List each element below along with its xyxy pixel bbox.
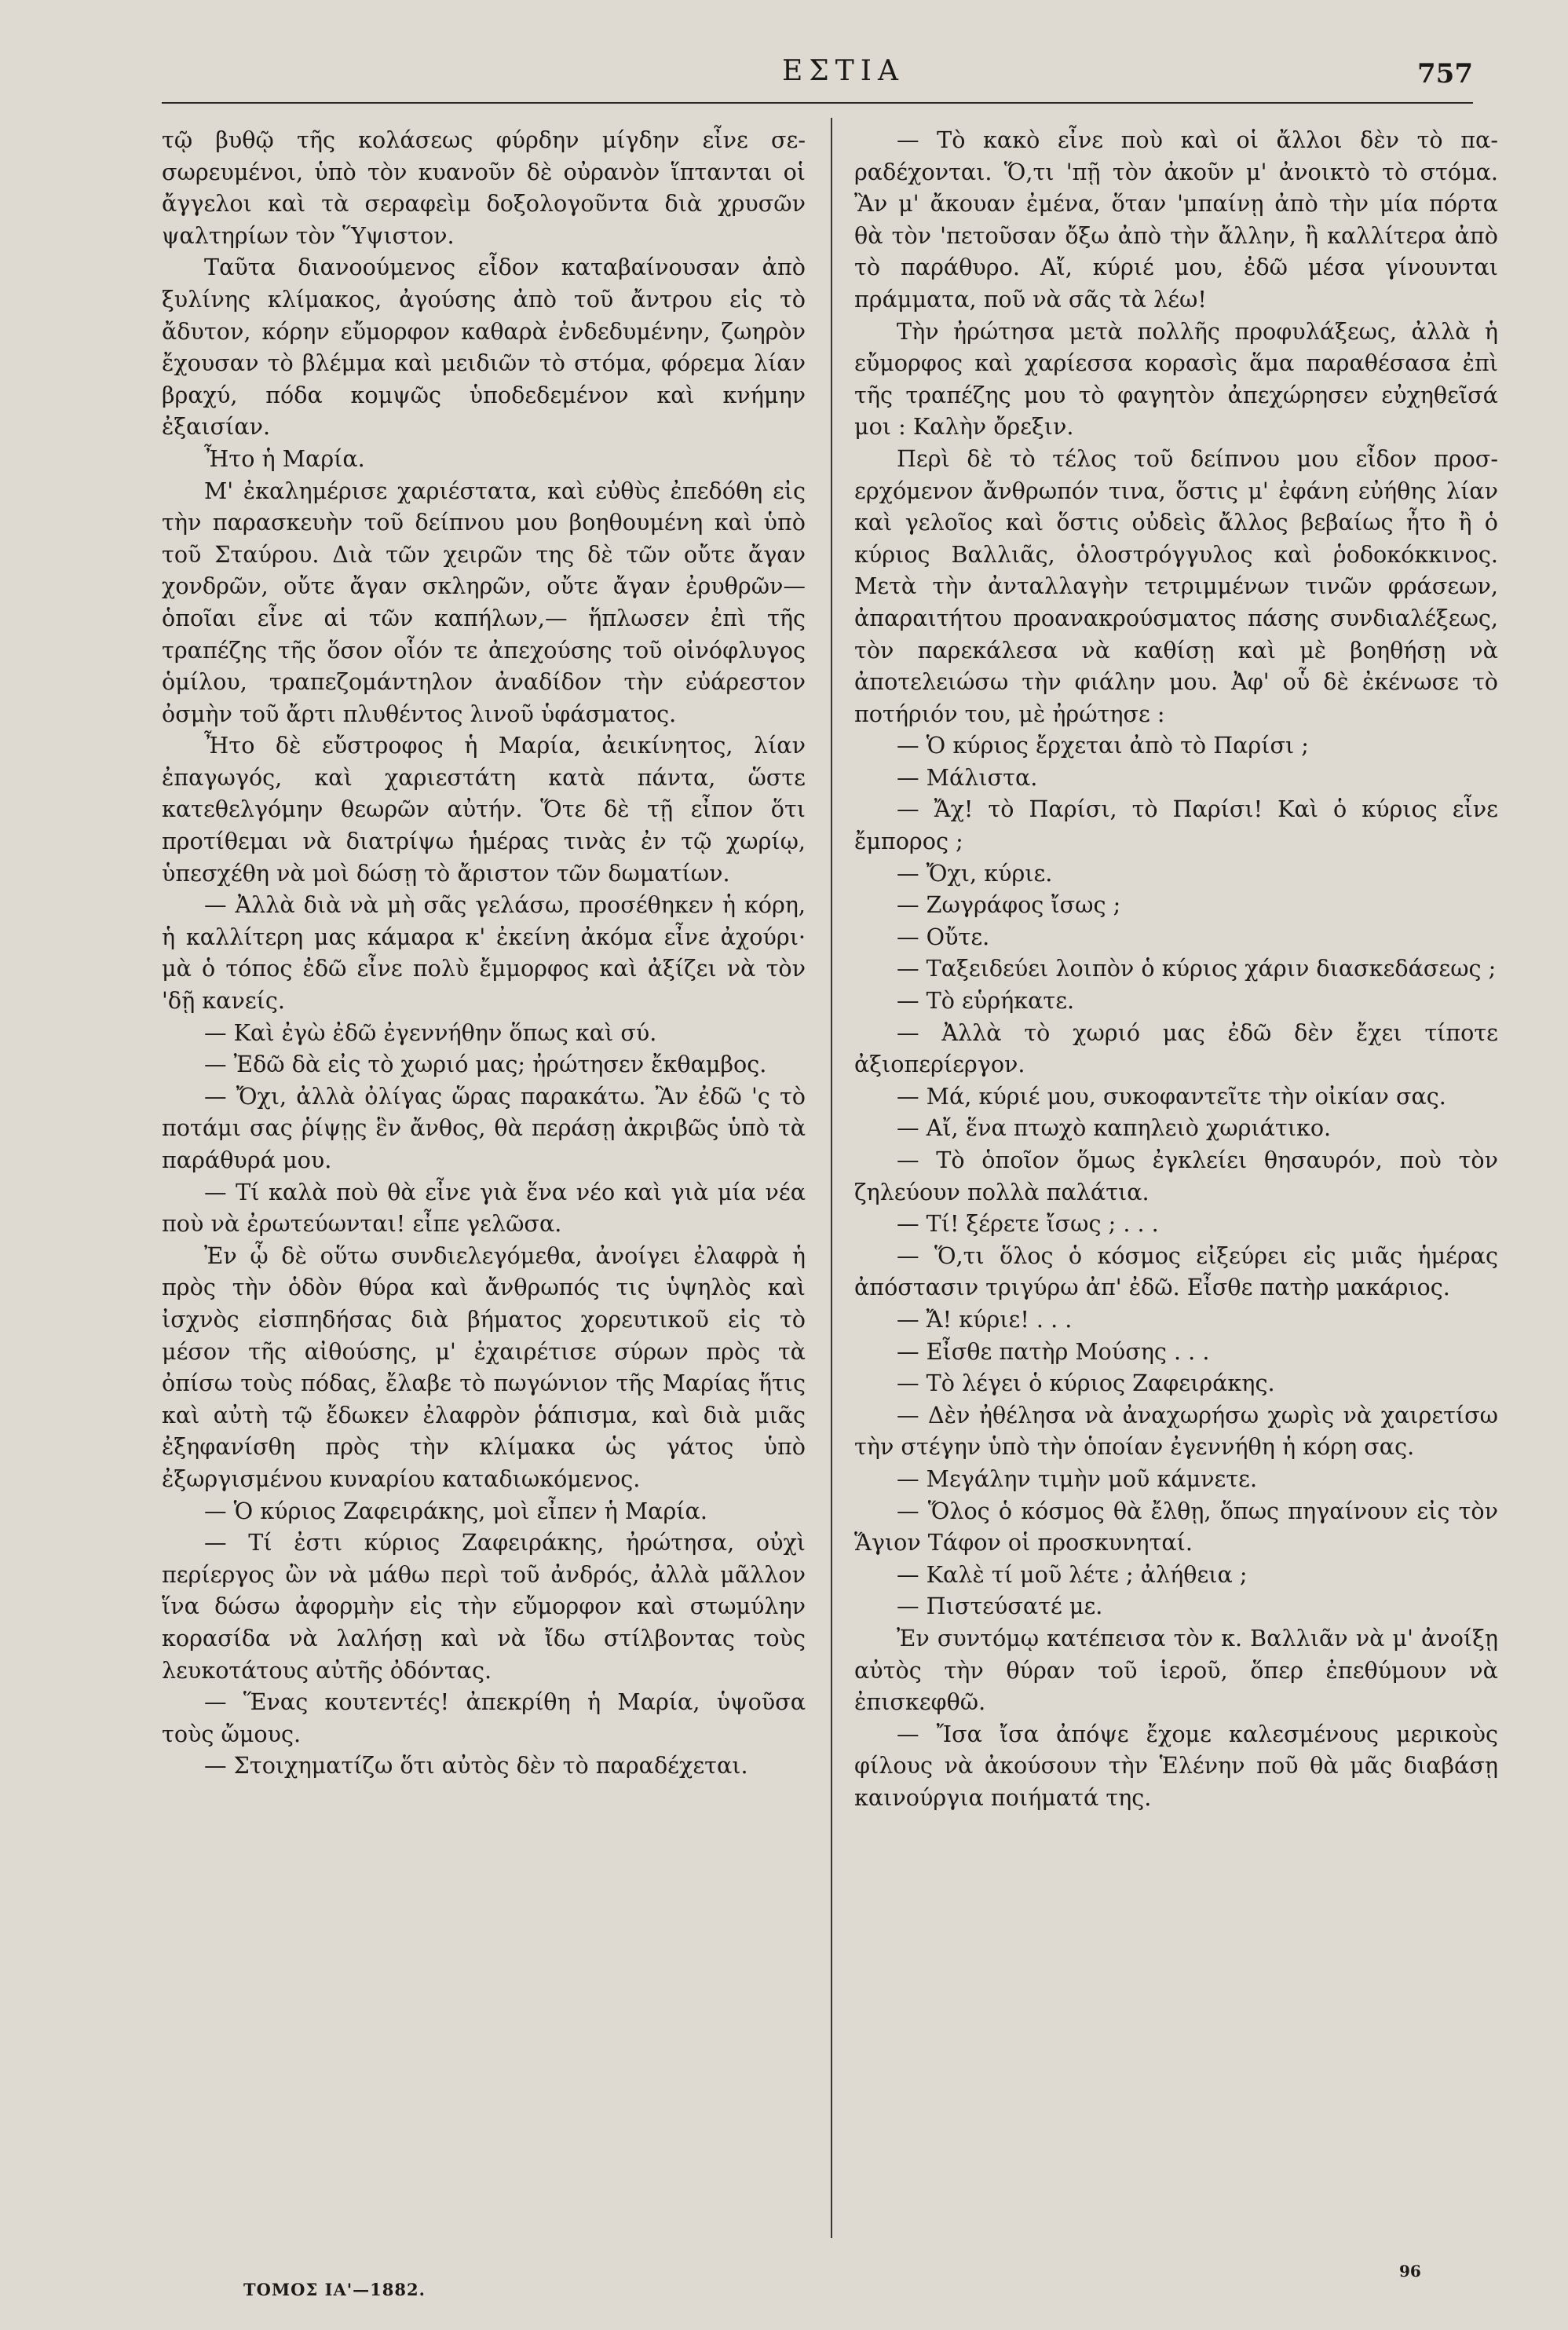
right-column [854,124,1498,1813]
paragraph: — Ζωγράφος ἴσως ; [897,891,1121,919]
paragraph: Ἦτο ἡ Μαρία. [204,444,365,472]
paragraph: — Μάλιστα. [897,763,1038,791]
paragraph: — Τί καλὰ ποὺ θὰ εἶνε γιὰ ἕνα νέο καὶ γιὰ μία νέα ποὺ νὰ ἐρωτεύωνται! εἶπε γελῶσα. [162,1178,806,1238]
paragraph: Τὴν ἠρώτησα μετὰ πολλῆς προφυλάξεως, ἀλλὰ ἡ εὔμορφος καὶ χαρίεσσα κορασὶς ἅμα παραθέσασα ἐπὶ τῆς τραπέζης μου τὸ φαγητὸν ἀπεχώρησεν εὐχηθεῖσά μοι : Καλὴν ὄρεξιν. [854,317,1498,441]
paragraph: — Ὄχι, ἀλλὰ ὀλίγας ὥρας παρακάτω. Ἂν ἐδῶ 'ς τὸ ποτάμι σας ῥίψῃς ἓν ἄνθος, θὰ περάσῃ ἀκριβῶς ὑπὸ τὰ παράθυρά μου. [162,1082,806,1173]
paragraph: — Οὔτε. [897,923,990,950]
paragraph: — Στοιχηματίζω ὅτι αὐτὸς δὲν τὸ παραδέχεται. [204,1752,748,1780]
paragraph: Ταῦτα διανοούμενος εἶδον καταβαίνουσαν ἀπὸ ξυλίνης κλίμακος, ἀγούσης ἀπὸ τοῦ ἄντρου εἰς τὸ ἄδυτον, κόρην εὔμορφον καθαρὰ ἐνδεδυμένην, ζωηρὸν ἔχουσαν τὸ βλέμμα καὶ μειδιῶν τὸ στόμα, φόρεμα λίαν βραχύ, πόδα κομψῶς ὑποδεδεμένον καὶ κνήμην ἐξαισίαν. [162,254,806,441]
paragraph: — Ὁ κύριος ἔρχεται ἀπὸ τὸ Παρίσι ; [897,732,1309,759]
volume-footer: ΤΟΜΟΣ ΙΑ'—1882. [243,2280,426,2299]
paragraph: — Ταξειδεύει λοιπὸν ὁ κύριος χάριν διασκεδάσεως ; [897,955,1497,982]
paragraph: — Δὲν ἠθέλησα νὰ ἀναχωρήσω χωρὶς νὰ χαιρετίσω τὴν στέγην ὑπὸ τὴν ὁποίαν ἐγεννήθη ἡ κόρη σας. [854,1401,1498,1461]
paragraph: — Ὅλος ὁ κόσμος θὰ ἔλθῃ, ὅπως πηγαίνουν εἰς τὸν Ἅγιον Τάφον οἱ προσκυνηταί. [854,1497,1498,1556]
paragraph: — Πιστεύσατέ με. [897,1593,1103,1620]
paragraph: — Ἀλλὰ τὸ χωριό μας ἐδῶ δὲν ἔχει τίποτε ἀξιοπερίεργον. [854,1019,1498,1078]
paragraph: — Τί! ξέρετε ἴσως ; . . . [897,1210,1159,1238]
paragraph: τῷ βυθῷ τῆς κολάσεως φύρδην μίγδην εἶνε σεσωρευμένοι, ὑπὸ τὸν κυανοῦν δὲ οὐρανὸν ἵπτανται οἱ ἄγγελοι καὶ τὰ σεραφεὶμ δοξολογοῦντα διὰ χρυσῶν ψαλτηρίων τὸν Ὕψιστον. [162,126,806,249]
left-column [162,124,806,1782]
paragraph: Ἐν συντόμῳ κατέπεισα τὸν κ. Βαλλιᾶν νὰ μ' ἀνοίξῃ αὐτὸς τὴν θύραν τοῦ ἱεροῦ, ὅπερ ἐπεθύμουν νὰ ἐπισκεφθῶ. [854,1624,1498,1716]
paragraph: — Τί ἐστι κύριος Ζαφειράκης, ἠρώτησα, οὐχὶ περίεργος ὢν νὰ μάθω περὶ τοῦ ἀνδρός, ἀλλὰ μᾶλλον ἵνα δώσω ἀφορμὴν εἰς τὴν εὔμορφον καὶ στωμύλην κορασίδα νὰ λαλήσῃ καὶ νὰ ἴδω στίλβοντας τοὺς λευκοτάτους αὐτῆς ὀδόντας. [162,1529,806,1684]
paragraph: Ἐν ᾧ δὲ οὕτω συνδιελεγόμεθα, ἀνοίγει ἐλαφρὰ ἡ πρὸς τὴν ὁδὸν θύρα καὶ ἄνθρωπός τις ὑψηλὸς καὶ ἰσχνὸς εἰσπηδήσας διὰ βήματος χορευτικοῦ εἰς τὸ μέσον τῆς αἰθούσης, μ' ἐχαιρέτισε σύρων πρὸς τὰ ὀπίσω τοὺς πόδας, ἔλαβε τὸ πωγώνιον τῆς Μαρίας ἥτις καὶ αὐτὴ τῷ ἔδωκεν ἐλαφρὸν ῥάπισμα, καὶ διὰ μιᾶς ἐξηφανίσθη πρὸς τὴν κλίμακα ὡς γάτος ὑπὸ ἐξωργισμένου κυναρίου καταδιωκόμενος. [162,1242,806,1492]
paragraph: — Μά, κύριέ μου, συκοφαντεῖτε τὴν οἰκίαν σας. [897,1082,1446,1110]
column-divider [831,118,832,2238]
paragraph: — Τὸ ὁποῖον ὅμως ἐγκλείει θησαυρόν, ποὺ τὸν ζηλεύουν πολλὰ παλάτια. [854,1147,1498,1205]
header-rule [162,102,1473,104]
paragraph: Ἦτο δὲ εὔστροφος ἡ Μαρία, ἀεικίνητος, λίαν ἐπαγωγός, καὶ χαριεστάτη κατὰ πάντα, ὥστε κατεθελγόμην θεωρῶν αὐτήν. Ὅτε δὲ τῇ εἶπον ὅτι προτίθεμαι νὰ διατρίψω ἡμέρας τινὰς ἐν τῷ χωρίῳ, ὑπεσχέθη νὰ μοὶ δώσῃ τὸ ἄριστον τῶν δωματίων. [162,732,806,887]
paragraph: Μ' ἐκαλημέρισε χαριέστατα, καὶ εὐθὺς ἐπεδόθη εἰς τὴν παρασκευὴν τοῦ δείπνου μου βοηθουμένη καὶ ὑπὸ τοῦ Σταύρου. Διὰ τῶν χειρῶν της δὲ τῶν οὔτε ἄγαν χονδρῶν, οὔτε ἄγαν σκληρῶν, οὔτε ἄγαν ἐρυθρῶν—ὁποῖαι εἶνε αἱ τῶν καπήλων,— ἥπλωσεν ἐπὶ τῆς τραπέζης τῆς ὅσον οἷόν τε ἀπεχούσης τοῦ οἰνόφλυγος ὁμίλου, τραπεζομάντηλον ἀναδίδον τὴν εὐάρεστον ὀσμὴν τοῦ ἄρτι πλυθέντος λινοῦ ὑφάσματος. [162,477,806,727]
paragraph: — Ὁ κύριος Ζαφειράκης, μοὶ εἶπεν ἡ Μαρία. [204,1497,707,1524]
paragraph: — Τὸ εὑρήκατε. [897,987,1075,1015]
signature-mark: 96 [1399,2262,1421,2281]
page-number: 757 [1417,58,1473,90]
paragraph: — Καὶ ἐγὼ ἐδῶ ἐγεννήθην ὅπως καὶ σύ. [204,1019,657,1046]
paragraph: — Ἐδῶ δὰ εἰς τὸ χωριό μας; ἠρώτησεν ἔκθαμβος. [204,1051,767,1078]
paragraph: — Αἴ, ἕνα πτωχὸ καπηλειὸ χωριάτικο. [897,1114,1332,1142]
page-header [162,55,1473,102]
paragraph: — Τὸ λέγει ὁ κύριος Ζαφειράκης. [897,1370,1275,1397]
paragraph: — Τὸ κακὸ εἶνε ποὺ καὶ οἱ ἄλλοι δὲν τὸ παραδέχονται. Ὅ,τι 'πῇ τὸν ἀκοῦν μ' ἀνοικτὸ τὸ στόμα. Ἂν μ' ἄκουαν ἐμένα, ὅταν 'μπαίνῃ ἀπὸ τὴν μία πόρτα θὰ τὸν 'πετοῦσαν ὄξω ἀπὸ τὴν ἄλλην, ἢ καλλίτερα ἀπὸ τὸ παράθυρο. Αἴ, κύριέ μου, ἐδῶ μέσα γίνουνται πράμματα, ποῦ νὰ σᾶς τὰ λέω! [854,126,1498,313]
paragraph: — Μεγάλην τιμὴν μοῦ κάμνετε. [897,1465,1258,1492]
paragraph: — Ὄχι, κύριε. [897,859,1053,887]
paragraph: — Ὅ,τι ὅλος ὁ κόσμος εἰξεύρει εἰς μιᾶς ἡμέρας ἀπόστασιν τριγύρω ἀπ' ἐδῶ. Εἶσθε πατὴρ μακάριος. [854,1242,1498,1301]
paragraph: — Εἶσθε πατὴρ Μούσης . . . [897,1337,1210,1365]
paragraph: — Ἴσα ἴσα ἀπόψε ἔχομε καλεσμένους μερικοὺς φίλους νὰ ἀκούσουν τὴν Ἑλένην ποῦ θὰ μᾶς διαβάσῃ καινούργια ποιήματά της. [854,1720,1498,1811]
running-title: ΕΣΤΙΑ [782,55,905,87]
paragraph: — Καλὲ τί μοῦ λέτε ; ἀλήθεια ; [897,1560,1248,1588]
paragraph: — Ἄ! κύριε! . . . [897,1305,1073,1333]
paragraph: — Ἄχ! τὸ Παρίσι, τὸ Παρίσι! Καὶ ὁ κύριος εἶνε ἔμπορος ; [854,796,1498,855]
paragraph: Περὶ δὲ τὸ τέλος τοῦ δείπνου μου εἶδον προσερχόμενον ἄνθρωπόν τινα, ὅστις μ' ἐφάνη εὐήθης λίαν καὶ γελοῖος καὶ ὅστις οὐδεὶς ἄλλος βεβαίως ἦτο ἢ ὁ κύριος Βαλλιᾶς, ὁλοστρόγγυλος καὶ ῥοδοκόκκινος. Μετὰ τὴν ἀνταλλαγὴν τετριμμένων τινῶν φράσεων, ἀπαραιτήτου προανακρούσματος πάσης συνδιαλέξεως, τὸν παρεκάλεσα νὰ καθίσῃ καὶ μὲ βοηθήσῃ νὰ ἀποτελειώσω τὴν φιάλην μου. Ἀφ' οὗ δὲ ἐκένωσε τὸ ποτήριόν του, μὲ ἠρώτησε : [854,444,1498,727]
paragraph: — Ἕνας κουτεντές! ἀπεκρίθη ἡ Μαρία, ὑψοῦσα τοὺς ὤμους. [162,1688,806,1747]
paragraph: — Ἀλλὰ διὰ νὰ μὴ σᾶς γελάσω, προσέθηκεν ἡ κόρη, ἡ καλλίτερη μας κάμαρα κ' ἐκείνη ἀκόμα εἶνε ἀχούρι· μὰ ὁ τόπος ἐδῶ εἶνε πολὺ ἔμμορφος καὶ ἀξίζει νὰ τὸν 'δῇ κανείς. [162,891,806,1015]
